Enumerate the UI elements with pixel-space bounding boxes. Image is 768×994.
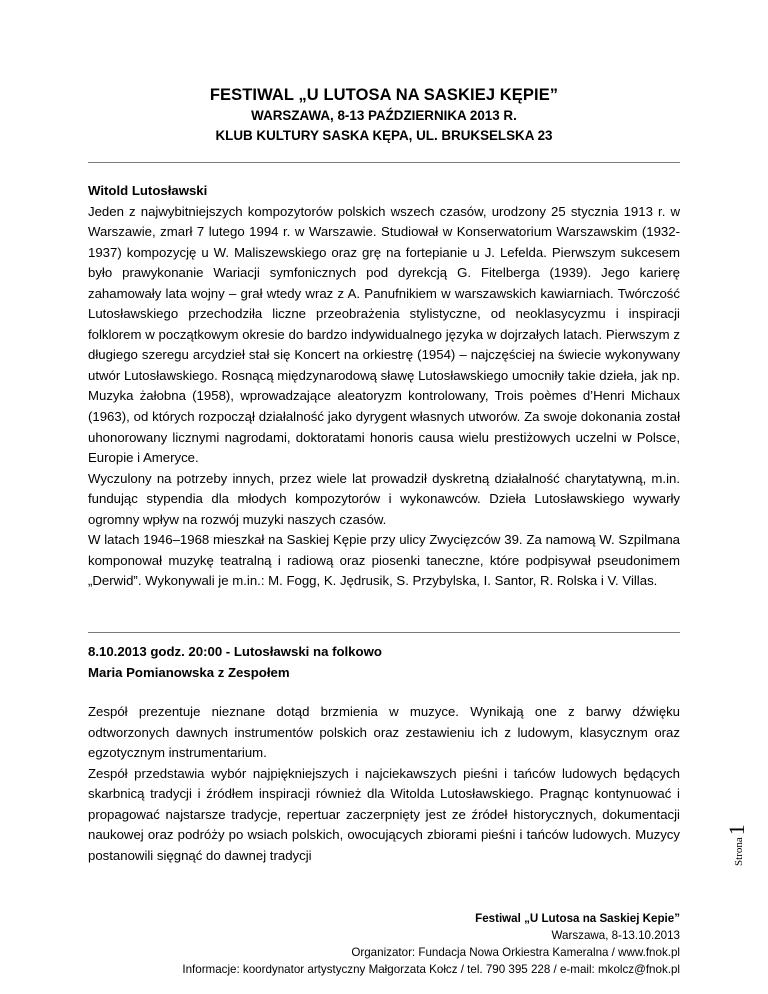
event-performer: Maria Pomianowska z Zespołem (88, 664, 290, 680)
event-paragraph: Zespół przedstawia wybór najpiękniejszych i najciekawszych pieśni i tańców ludowych będących skarbnicą tradycji i źródłem inspiracji również dla Witolda Lutosławskiego. Pragnąc kontynuować i propagować najstarsze tradycje, repertuar zaczerpnięty jest ze źródeł historycznych, dokumentacji naukowej oraz podróży po wsiach polskich, owocujących zbiorami pieśni i tańców ludowych. Muzycy postanowili sięgnąć do dawnej tradycji (88, 765, 680, 863)
biography-heading: Witold Lutosławski (88, 183, 208, 198)
biography-paragraph: W latach 1946–1968 mieszkał na Saskiej Kępie przy ulicy Zwycięzców 39. Za namową W. Szpilmana komponował muzykę teatralną i radiową oraz piosenki taneczne, które podpisywał pseudonimem „Derwid”. Wykonywali je m.in.: M. Fogg, K. Jędrusik, S. Przybylska, I. Santor, R. Rolska i V. Villas. (88, 532, 680, 589)
page-number: 1 (724, 824, 749, 836)
header-divider (88, 162, 680, 163)
section-divider (88, 632, 680, 633)
page-label: Strona (733, 837, 745, 866)
footer-organizer: Organizator: Fundacja Nowa Orkiestra Kameralna / www.fnok.pl (351, 946, 680, 959)
event-heading-block (88, 642, 680, 683)
document-header (88, 84, 680, 146)
biography-section (88, 181, 680, 592)
festival-date-line: WARSZAWA, 8-13 PAŹDZIERNIKA 2013 R. (251, 108, 517, 123)
document-footer (182, 910, 680, 978)
footer-title: Festiwal „U Lutosa na Saskiej Kepie” (475, 912, 680, 925)
biography-paragraph: Wyczulony na potrzeby innych, przez wiele lat prowadził dyskretną działalność charytatywną, m.in. fundując stypendia dla młodych kompozytorów i wykonawców. Dzieła Lutosławskiego wywarły ogromny wpływ na rozwój muzyki naszych czasów. (88, 470, 680, 527)
biography-paragraph: Jeden z najwybitniejszych kompozytorów polskich wszech czasów, urodzony 25 stycznia 1913 r. w Warszawie, zmarł 7 lutego 1994 r. w Warszawie. Studiował w Konserwatorium Warszawskim (1932-1937) kompozycję u W. Maliszewskiego oraz grę na fortepianie u J. Lefelda. Pierwszym sukcesem było prawykonanie Wariacji symfonicznych pod dyrekcją G. Fitelberga (1939). Jego karierę zahamowały lata wojny – grał wtedy wraz z A. Panufnikiem w warszawskich kawiarniach. Twórczość Lutosławskiego przechodziła liczne przeobrażenia stylistyczne, od neoklasycyzmu i inspiracji folklorem w początkowym okresie do bardzo indywidualnego języka w dojrzałych latach. Pierwszym z długiego szeregu arcydzieł stał się Koncert na orkiestrę (1954) – najczęściej na świecie wykonywany utwór Lutosławskiego. Rosnącą międzynarodową sławę Lutosławskiego umocniły takie dzieła, jak np. Muzyka żałobna (1958), wprowadzające aleatoryzm kontrolowany, Trois poèmes d’Henri Michaux (1963), od których rozpoczął działalność jako dyrygent własnych utworów. Za swoje dokonania został uhonorowany licznymi nagrodami, doktoratami honoris causa wielu prestiżowych uczelni w Polsce, Europie i Ameryce. (88, 203, 680, 466)
event-date-line: 8.10.2013 godz. 20:00 - Lutosławski na folkowo (88, 644, 382, 659)
page-number-marker (724, 824, 750, 866)
festival-venue-line: KLUB KULTURY SASKA KĘPA, UL. BRUKSELSKA 23 (215, 128, 553, 143)
event-description (88, 702, 680, 866)
event-paragraph: Zespół prezentuje nieznane dotąd brzmienia w muzyce. Wynikają one z barwy dźwięku odtworzonych dawnych instrumentów polskich oraz zestawieniu ich z ludowym, klasycznym oraz egzotycznym instrumentarium. (88, 704, 680, 761)
footer-date: Warszawa, 8-13.10.2013 (551, 929, 680, 942)
festival-title: FESTIWAL „U LUTOSA NA SASKIEJ KĘPIE” (209, 86, 559, 104)
footer-contact: Informacje: koordynator artystyczny Małgorzata Kołcz / tel. 790 395 228 / e-mail: mkolcz@fnok.pl (182, 963, 680, 976)
